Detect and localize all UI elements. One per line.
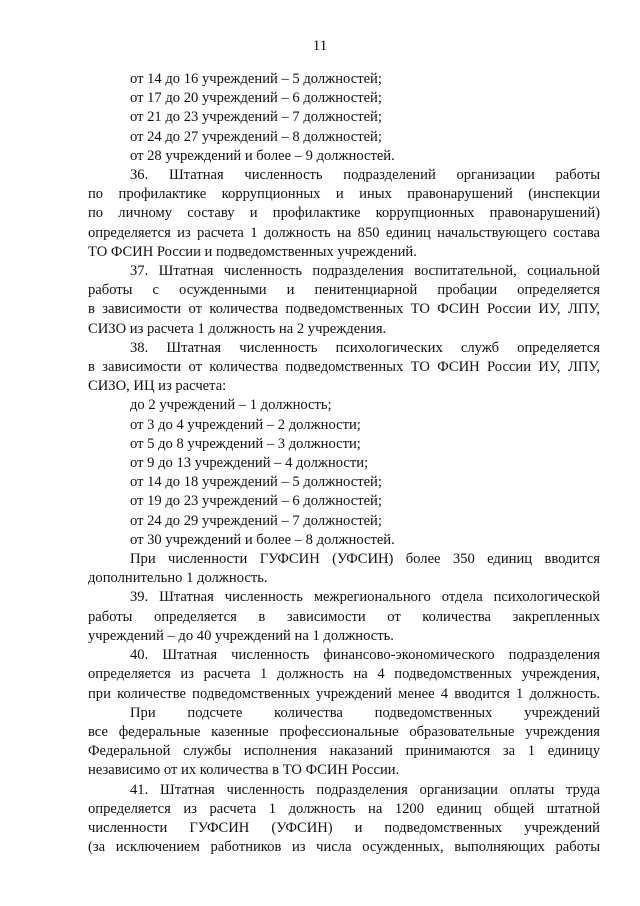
paragraph-40-note-line: Федеральной службы исполнения наказаний принимаются за 1 единицу <box>88 743 600 760</box>
paragraph-38-line: СИЗО, ИЦ из расчета: <box>88 378 227 395</box>
paragraph-36-line: по профилактике коррупционных и иных правонарушений (инспекции <box>88 186 600 203</box>
paragraph-38-line: в зависимости от количества подведомственных ТО ФСИН России ИУ, ЛПУ, <box>88 359 600 376</box>
list-item: от 5 до 8 учреждений – 3 должности; <box>130 435 361 452</box>
list-item: от 24 до 29 учреждений – 7 должностей; <box>130 512 382 529</box>
paragraph-37-line: в зависимости от количества подведомственных ТО ФСИН России ИУ, ЛПУ, <box>88 301 600 318</box>
text-line: от 17 до 20 учреждений – 6 должностей; <box>130 90 382 107</box>
paragraph-38-note-line: дополнительно 1 должность. <box>88 570 268 587</box>
paragraph-39-line: учреждений – до 40 учреждений на 1 должность. <box>88 627 394 644</box>
paragraph-36-line: 36. Штатная численность подразделений организации работы <box>130 167 600 184</box>
list-item: от 9 до 13 учреждений – 4 должности; <box>130 455 369 472</box>
paragraph-39-line: 39. Штатная численность межрегионального отдела психологической <box>130 589 600 606</box>
list-item: от 19 до 23 учреждений – 6 должностей; <box>130 493 382 510</box>
paragraph-41-line: (за исключением работников из числа осужденных, выполняющих работы <box>88 839 600 856</box>
paragraph-36-line: по личному составу и профилактике коррупционных правонарушений) <box>88 205 600 222</box>
paragraph-40-note-line: независимо от их количества в ТО ФСИН России. <box>88 762 400 779</box>
list-item: от 14 до 18 учреждений – 5 должностей; <box>130 474 382 491</box>
paragraph-36-line: ТО ФСИН России и подведомственных учреждений. <box>88 243 417 260</box>
page-number: 11 <box>312 38 328 54</box>
paragraph-41-line: 41. Штатная численность подразделения организации оплаты труда <box>130 781 600 798</box>
text-line: от 24 до 27 учреждений – 8 должностей; <box>130 128 382 145</box>
text-line: от 28 учреждений и более – 9 должностей. <box>130 147 395 164</box>
text-line: от 14 до 16 учреждений – 5 должностей; <box>130 71 382 87</box>
paragraph-39-line: работы определяется в зависимости от количества закрепленных <box>88 608 600 625</box>
paragraph-38-line: 38. Штатная численность психологических служб определяется <box>130 339 600 356</box>
paragraph-40-note-line: все федеральные казенные профессиональные образовательные учреждения <box>88 723 600 740</box>
paragraph-36-line: определяется из расчета 1 должность на 850 единиц начальствующего состава <box>88 224 600 241</box>
paragraph-38-note-line: При численности ГУФСИН (УФСИН) более 350 единиц вводится <box>130 551 600 568</box>
paragraph-41-line: численности ГУФСИН (УФСИН) и подведомственных учреждений <box>88 819 600 836</box>
paragraph-41-line: определяется из расчета 1 должность на 1200 единиц общей штатной <box>88 800 600 817</box>
paragraph-40-line: при количестве подведомственных учреждений менее 4 вводится 1 должность. <box>88 685 600 702</box>
list-item: до 2 учреждений – 1 должность; <box>130 397 332 414</box>
list-item: от 30 учреждений и более – 8 должностей. <box>130 531 395 548</box>
list-item: от 3 до 4 учреждений – 2 должности; <box>130 416 361 433</box>
paragraph-40-line: определяется из расчета 1 должность на 4 подведомственных учреждения, <box>88 666 600 683</box>
paragraph-37-line: работы с осужденными и пенитенциарной пробации определяется <box>88 282 600 299</box>
document-body <box>88 70 600 857</box>
paragraph-37-line: СИЗО из расчета 1 должность на 2 учреждения. <box>88 320 387 337</box>
paragraph-40-note-line: При подсчете количества подведомственных учреждений <box>130 704 600 721</box>
paragraph-40-line: 40. Штатная численность финансово-экономического подразделения <box>130 647 600 664</box>
paragraph-37-line: 37. Штатная численность подразделения воспитательной, социальной <box>130 263 600 280</box>
text-line: от 21 до 23 учреждений – 7 должностей; <box>130 109 382 126</box>
